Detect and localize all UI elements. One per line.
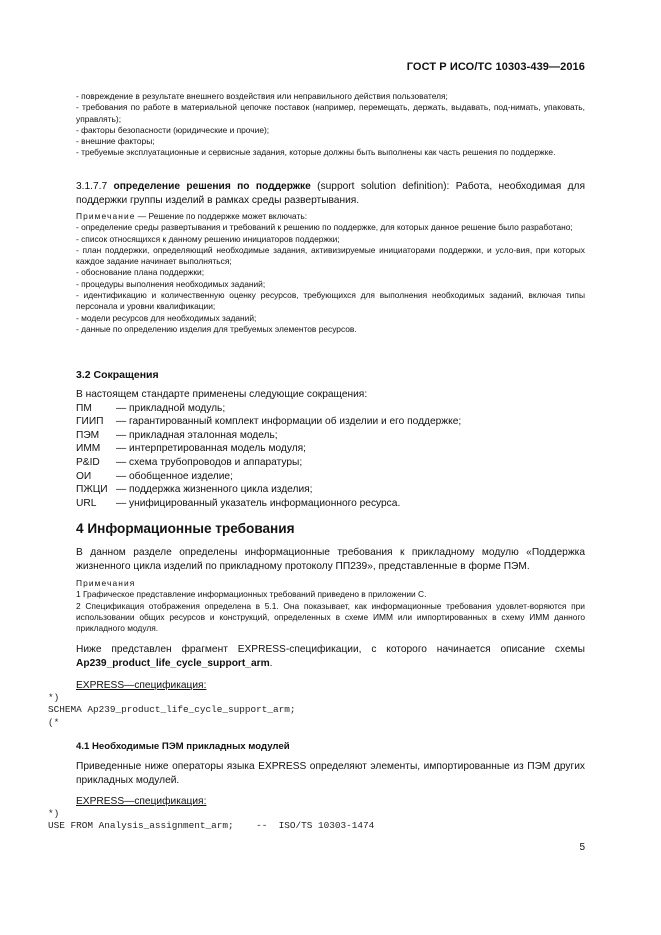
section-4-paragraph-2	[76, 643, 585, 670]
section-4-text-2	[76, 643, 585, 670]
text-fragment: Ниже представлен фрагмент EXPRESS-спецификации, с которого начинается описание схемы	[76, 644, 585, 655]
note-item	[76, 222, 585, 233]
note-item-text: - идентификацию и количественную оценку ресурсов, требующихся для выполнения необходимых заданий, включая типы персонала и уровни квалификации;	[76, 290, 585, 312]
notes-label: Примечания	[76, 578, 136, 588]
definition-term: определение решения по поддержке	[113, 181, 311, 192]
note-item-text: - список относящихся к данному решению инициаторов поддержки;	[76, 233, 340, 244]
section-heading-3-2: 3.2 Сокращения	[76, 369, 159, 381]
abbreviation-row	[76, 470, 585, 484]
note-item	[76, 290, 585, 313]
definition-paragraph	[76, 180, 585, 207]
list-item-text: - внешние факторы;	[76, 136, 155, 147]
abbreviations-intro: В настоящем стандарте применены следующие сокращения:	[76, 389, 368, 400]
note-item-text: - план поддержки, определяющий необходимые задания, активизируемые инициаторами поддержки, и усло-вия, при которых каждое задание начинает выполняться;	[76, 244, 585, 267]
section-heading-4-1: 4.1 Необходимые ПЭМ прикладных модулей	[76, 741, 290, 752]
note-item-text: - процедуры выполнения необходимых заданий;	[76, 278, 266, 289]
abbreviation-row	[76, 429, 585, 443]
abbreviation-key: ГИИП	[76, 416, 104, 428]
express-spec-label: EXPRESS—спецификация:	[76, 796, 207, 807]
text-fragment: .	[269, 657, 273, 669]
definition-3177	[76, 180, 585, 207]
abbreviation-row	[76, 497, 585, 511]
note-block	[76, 211, 585, 335]
abbreviation-row	[76, 483, 585, 497]
note-label: Примечание	[76, 211, 136, 221]
abbreviation-key: ПЭМ	[76, 429, 100, 441]
note-intro-text: — Решение по поддержке может включать:	[135, 211, 308, 221]
section-4-1-text: Приведенные ниже операторы языка EXPRESS определяют элементы, импортированные из ПЭМ других прикладных модулей.	[76, 761, 585, 786]
abbreviation-key: ОИ	[76, 470, 92, 482]
abbreviation-value: — интерпретированная модель модуля;	[116, 443, 306, 455]
section-4-notes	[76, 578, 585, 634]
list-item	[76, 136, 585, 147]
list-item-text: - повреждение в результате внешнего воздействия или неправильного действия пользователя;	[76, 91, 448, 101]
note-item	[76, 267, 585, 278]
section-4-1-paragraph	[76, 760, 585, 787]
list-item	[76, 125, 585, 136]
abbreviation-value: — обобщенное изделие;	[116, 470, 233, 482]
note-item: 1 Графическое представление информационных требований приведено в приложении С.	[76, 589, 427, 600]
note-item-text: - данные по определению изделия для требуемых элементов ресурсов.	[76, 323, 357, 334]
abbreviation-row	[76, 442, 585, 456]
code-line: *)	[48, 808, 60, 819]
abbreviation-value: — унифицированный указатель информационного ресурса.	[116, 497, 401, 509]
code-block	[48, 808, 588, 833]
abbreviation-row	[76, 415, 585, 429]
abbreviation-row	[76, 456, 585, 470]
section-heading-4: 4 Информационные требования	[76, 521, 295, 536]
definition-number: 3.1.7.7	[76, 181, 108, 192]
note-intro	[76, 211, 585, 222]
note-item	[76, 234, 585, 245]
page-header-title: ГОСТ Р ИСО/ТС 10303-439—2016	[406, 61, 585, 73]
abbreviation-key: ПМ	[76, 402, 92, 414]
abbreviation-key: ИММ	[76, 443, 101, 455]
section-4-text: В данном разделе определены информационные требования к прикладному модулю «Поддержка жизненного цикла изделий по прикладному протоколу ПП239», представленные в форме ПЭМ.	[76, 547, 585, 572]
note-item-text: - модели ресурсов для необходимых заданий;	[76, 312, 257, 323]
definition-text: (support solution definition): Работа, необходимая для поддержки группы изделий в рамках среды развертывания.	[76, 181, 585, 206]
abbreviations-block	[76, 388, 585, 510]
note-item	[76, 279, 585, 290]
code-line: USE FROM Analysis_assignment_arm; -- ISO/TS 10303-1474	[48, 820, 375, 832]
abbreviation-value: — прикладной модуль;	[116, 402, 226, 414]
abbreviation-key: ПЖЦИ	[76, 484, 108, 496]
list-item	[76, 91, 585, 102]
list-item	[76, 102, 585, 125]
list-item-text: - требуемые эксплуатационные и сервисные задания, которые должны быть выполнены как часть решения по поддержке.	[76, 147, 556, 158]
note-item-text: - обоснование плана поддержки;	[76, 267, 205, 278]
list-item-text: - требования по работе в материальной цепочке поставок (например, перемещать, держать, выдавать, под-нимать, упаковать, управлять);	[76, 102, 585, 124]
note-item	[76, 324, 585, 335]
list-item-text: - факторы безопасности (юридические и прочие);	[76, 124, 270, 135]
schema-name: Ap239_product_life_cycle_support_arm	[76, 657, 270, 669]
page-number: 5	[579, 842, 585, 853]
note-item	[76, 313, 585, 324]
list-item	[76, 147, 585, 158]
code-block	[48, 692, 588, 729]
express-spec-label: EXPRESS—спецификация:	[76, 680, 207, 691]
code-line: *)	[48, 692, 60, 703]
list-top	[76, 91, 585, 159]
abbreviation-value: — гарантированный комплект информации об изделии и его поддержке;	[116, 416, 462, 428]
abbreviation-value: — схема трубопроводов и аппаратуры;	[116, 456, 303, 468]
abbreviation-row	[76, 402, 585, 416]
abbreviation-value: — поддержка жизненного цикла изделия;	[116, 484, 313, 496]
abbreviation-key: URL	[76, 497, 97, 509]
abbreviation-value: — прикладная эталонная модель;	[116, 429, 278, 441]
note-item: 2 Спецификация отображения определена в 5.1. Она показывает, как информационные требования удовлет-воряются при использовании общих ресурсов и конструкций, определенных в схеме ИММ или импортированных в схему ИММ данного прикладного модуля.	[76, 600, 585, 634]
note-item	[76, 245, 585, 268]
code-line: SCHEMA Ap239_product_life_cycle_support_arm;	[48, 704, 296, 716]
abbreviation-key: P&ID	[76, 456, 100, 468]
section-4-paragraph	[76, 546, 585, 573]
note-item-text: - определение среды развертывания и требований к решению по поддержке, для которых данное решение было разработано;	[76, 222, 573, 233]
code-line: (*	[48, 716, 60, 728]
